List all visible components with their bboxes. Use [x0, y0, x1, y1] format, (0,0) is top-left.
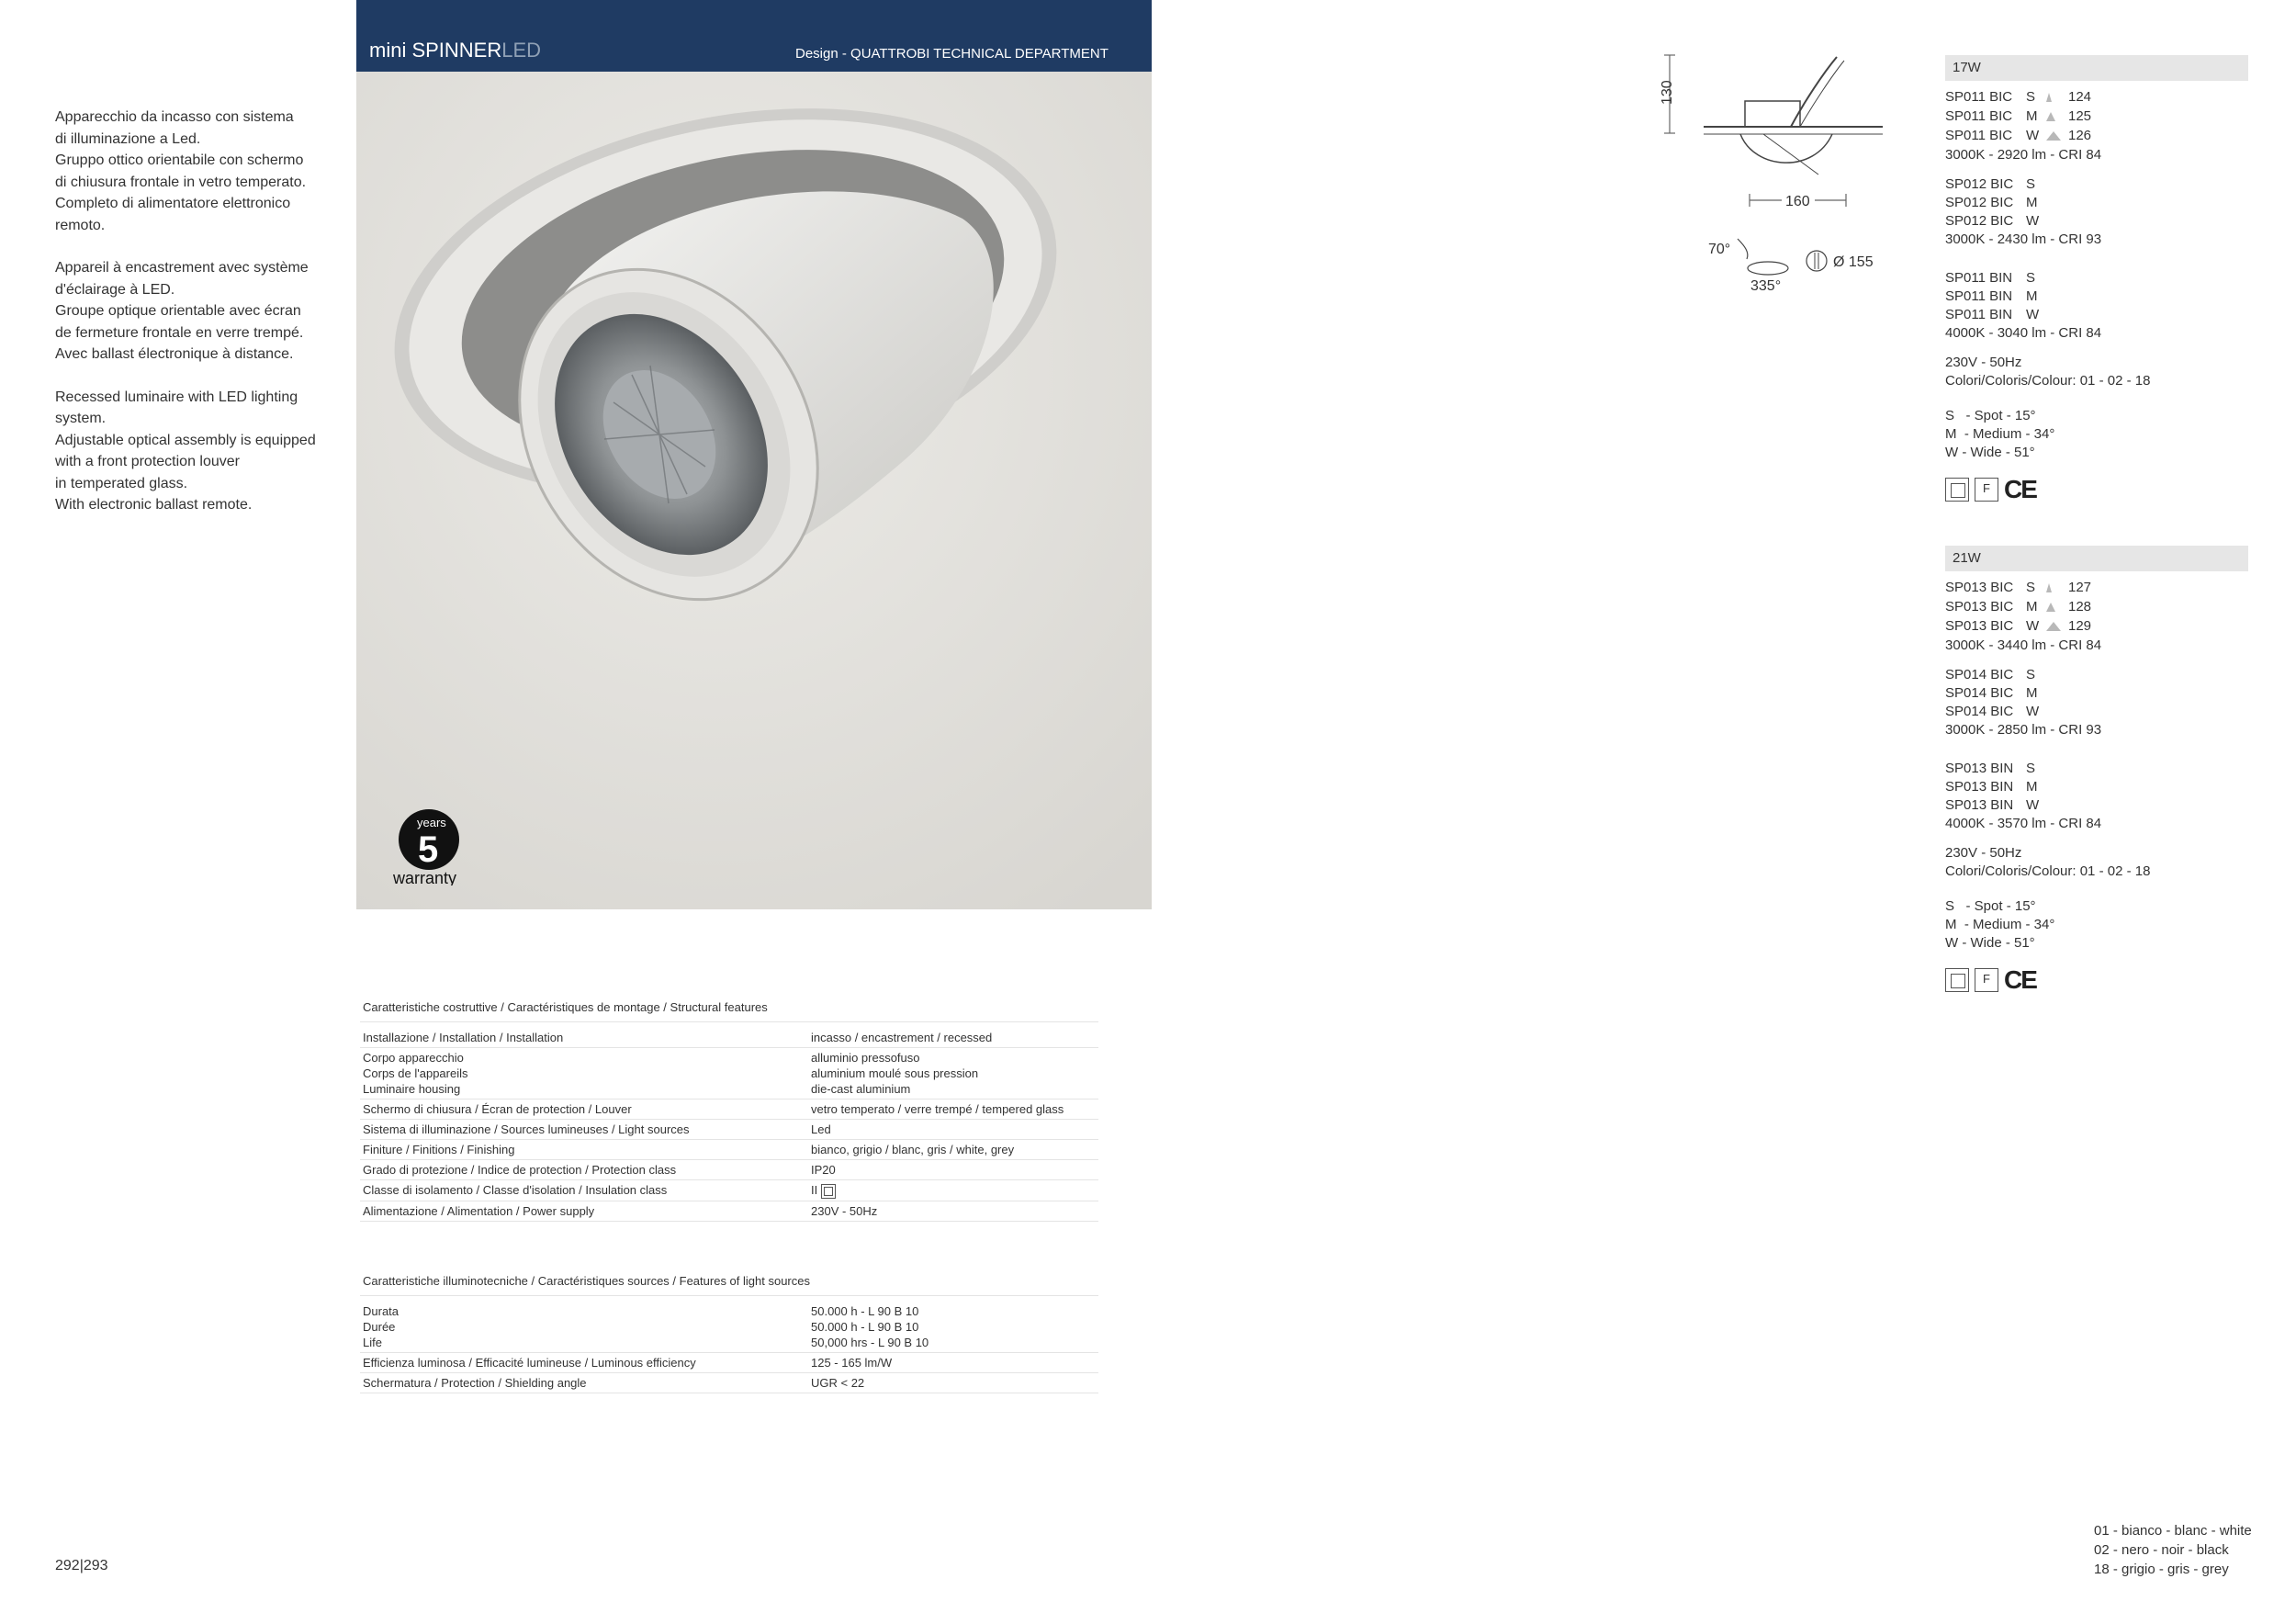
beam-medium: M - Medium - 34° — [1945, 426, 2055, 442]
product-photo — [356, 72, 1152, 909]
beam-wide-icon — [2046, 622, 2061, 631]
table-row — [360, 1353, 1098, 1373]
product-code-row — [1945, 703, 2248, 721]
product-code-row — [1945, 684, 2248, 703]
beam-option: W — [2026, 213, 2040, 229]
insulation-class-value: II — [811, 1183, 818, 1197]
product-code: SP011 BIC — [1945, 89, 2013, 105]
colour-legend-item: 02 - nero - noir - black — [2094, 1542, 2229, 1558]
f-mark-icon — [1975, 478, 1998, 502]
width-dimension: 160 — [1785, 194, 1810, 209]
colour-legend — [2094, 1521, 2252, 1579]
beam-option: M — [2026, 685, 2038, 701]
f-mark-icon — [1975, 968, 1998, 992]
beam-option: S — [2026, 667, 2036, 682]
photometric-ref: 129 — [2068, 618, 2092, 634]
row-label: Schermatura / Protection / Shielding angle — [363, 1376, 587, 1390]
beam-option: S — [2026, 270, 2036, 286]
beam-wide: W - Wide - 51° — [1945, 445, 2035, 460]
insulation-class-icon — [821, 1184, 836, 1199]
table-row — [360, 1120, 1098, 1140]
design-credit: Design - QUATTROBI TECHNICAL DEPARTMENT — [795, 46, 1109, 62]
beam-medium: M - Medium - 34° — [1945, 917, 2055, 932]
light-features-heading: Caratteristiche illuminotecniche / Caractéristiques sources / Features of light sources — [360, 1268, 1098, 1296]
row-value: IP20 — [811, 1163, 836, 1177]
table-row — [360, 1302, 1098, 1353]
beam-option: M — [2026, 779, 2038, 795]
table-row — [360, 1180, 1098, 1201]
beam-spot-icon — [2046, 93, 2052, 102]
product-code-row — [1945, 212, 2248, 231]
warranty-number: 5 — [418, 829, 439, 870]
photometric-ref: 125 — [2068, 108, 2092, 124]
height-dimension: 130 — [1660, 80, 1675, 105]
beam-option: M — [2026, 288, 2038, 304]
product-code-row — [1945, 796, 2248, 815]
photometric-ref: 127 — [2068, 580, 2092, 595]
ce-mark-icon: CE — [2004, 475, 2036, 503]
wattage-band: 21W — [1945, 546, 2248, 571]
product-code: SP011 BIN — [1945, 307, 2013, 322]
warranty-years-label: years — [417, 816, 446, 829]
description-italian: Apparecchio da incasso con sistema di illuminazione a Led. Gruppo ottico orientabile con schermo di chiusura frontale in vetro temperato. Completo di alimentatore elettronico remoto. — [55, 109, 307, 233]
voltage: 230V - 50Hz — [1945, 355, 2022, 370]
beam-option: W — [2026, 704, 2040, 719]
cutout-diameter: Ø 155 — [1833, 254, 1874, 270]
beam-option: W — [2026, 797, 2040, 813]
product-description — [55, 107, 331, 537]
product-title — [369, 39, 541, 62]
description-english: Recessed luminaire with LED lighting system. Adjustable optical assembly is equipped with a front protection louver in temperated glass. With electronic ballast remote. — [55, 389, 316, 513]
spotlight-illustration — [356, 72, 1152, 909]
row-label: Efficienza luminosa / Efficacité lumineuse / Luminous efficiency — [363, 1356, 696, 1370]
beam-spot: S - Spot - 15° — [1945, 408, 2036, 423]
source-spec: 4000K - 3570 lm - CRI 84 — [1945, 816, 2102, 831]
beam-medium-icon — [2046, 112, 2055, 121]
warranty-icon — [393, 808, 465, 885]
row-label: Installazione / Installation / Installation — [363, 1031, 564, 1044]
certification-marks — [1945, 967, 2248, 993]
beam-wide: W - Wide - 51° — [1945, 935, 2035, 951]
photometric-ref: 126 — [2068, 128, 2092, 143]
colour-options: Colori/Coloris/Colour: 01 - 02 - 18 — [1945, 373, 2151, 389]
product-code: SP014 BIC — [1945, 704, 2014, 719]
row-value: 50.000 h - L 90 B 10 50.000 h - L 90 B 10 50,000 hrs - L 90 B 10 — [811, 1304, 929, 1349]
row-label: Schermo di chiusura / Écran de protection / Louver — [363, 1102, 632, 1116]
product-code-row — [1945, 269, 2248, 288]
row-label: Sistema di illuminazione / Sources lumineuses / Light sources — [363, 1122, 690, 1136]
warranty-label: warranty — [393, 869, 457, 885]
product-code-row — [1945, 127, 2248, 146]
beam-option: M — [2026, 108, 2038, 124]
description-french: Appareil à encastrement avec système d'éclairage à LED. Groupe optique orientable avec écran de fermeture frontale en verre trempé. Avec ballast électronique à distance. — [55, 260, 309, 362]
product-code-row — [1945, 288, 2248, 306]
beam-option: M — [2026, 599, 2038, 615]
table-row — [360, 1160, 1098, 1180]
source-spec: 3000K - 3440 lm - CRI 84 — [1945, 637, 2102, 653]
product-code-row — [1945, 175, 2248, 194]
row-value: bianco, grigio / blanc, gris / white, grey — [811, 1143, 1015, 1156]
product-code: SP012 BIC — [1945, 176, 2014, 192]
structural-features-table — [360, 994, 1098, 1222]
row-value: Led — [811, 1122, 831, 1136]
beam-spot-icon — [2046, 583, 2052, 592]
row-value — [811, 1182, 1096, 1199]
product-code-row — [1945, 579, 2248, 598]
product-code-row — [1945, 194, 2248, 212]
photometric-ref: 124 — [2068, 89, 2092, 105]
product-code-row — [1945, 617, 2248, 637]
row-value: UGR < 22 — [811, 1376, 865, 1390]
product-code-row — [1945, 598, 2248, 617]
product-code: SP011 BIC — [1945, 128, 2013, 143]
beam-option: W — [2026, 128, 2040, 143]
beam-option: S — [2026, 89, 2036, 105]
row-label: Alimentazione / Alimentation / Power supply — [363, 1203, 595, 1218]
light-features-table — [360, 1268, 1098, 1393]
product-code: SP011 BIN — [1945, 288, 2013, 304]
product-code: SP013 BIN — [1945, 761, 2014, 776]
source-spec: 3000K - 2920 lm - CRI 84 — [1945, 147, 2102, 163]
beam-option: M — [2026, 195, 2038, 210]
product-code-row — [1945, 306, 2248, 324]
table-row — [360, 1373, 1098, 1393]
f-mark-label: F — [1983, 972, 1990, 986]
product-code: SP014 BIC — [1945, 685, 2014, 701]
beam-option: W — [2026, 618, 2040, 634]
row-label: Classe di isolamento / Classe d'isolation / Insulation class — [363, 1183, 668, 1197]
row-value: 125 - 165 lm/W — [811, 1356, 893, 1370]
product-code-row — [1945, 88, 2248, 107]
source-spec: 3000K - 2850 lm - CRI 93 — [1945, 722, 2102, 738]
product-code-row — [1945, 778, 2248, 796]
product-title-suffix: LED — [501, 39, 542, 62]
beam-wide-icon — [2046, 131, 2061, 141]
table-row — [360, 1048, 1098, 1100]
table-row — [360, 1100, 1098, 1120]
product-code: SP013 BIN — [1945, 779, 2014, 795]
table-row — [360, 1140, 1098, 1160]
ce-mark-icon: CE — [2004, 965, 2036, 994]
row-value: vetro temperato / verre trempé / tempered glass — [811, 1102, 1064, 1116]
product-code: SP012 BIC — [1945, 213, 2014, 229]
tilt-angle: 70° — [1708, 242, 1731, 257]
product-code: SP013 BIC — [1945, 618, 2014, 634]
row-label: Durata Durée Life — [363, 1304, 400, 1349]
product-code: SP013 BIC — [1945, 599, 2014, 615]
beam-option: S — [2026, 176, 2036, 192]
product-code: SP014 BIC — [1945, 667, 2014, 682]
beam-option: S — [2026, 580, 2036, 595]
source-spec: 3000K - 2430 lm - CRI 93 — [1945, 231, 2102, 247]
colour-options: Colori/Coloris/Colour: 01 - 02 - 18 — [1945, 863, 2151, 879]
wattage-band: 17W — [1945, 55, 2248, 81]
colour-legend-item: 18 - grigio - gris - grey — [2094, 1562, 2229, 1577]
table-row — [360, 1201, 1098, 1222]
row-value: 230V - 50Hz — [811, 1203, 878, 1218]
spec-21w — [1945, 546, 2248, 993]
product-code: SP011 BIN — [1945, 270, 2013, 286]
product-code: SP012 BIC — [1945, 195, 2014, 210]
row-value: incasso / encastrement / recessed — [811, 1031, 993, 1044]
product-code-row — [1945, 760, 2248, 778]
beam-option: S — [2026, 761, 2036, 776]
spec-17w — [1945, 55, 2248, 502]
class-ii-icon — [1945, 968, 1969, 992]
technical-drawing — [1653, 46, 1892, 303]
product-code-row — [1945, 666, 2248, 684]
dimension-drawing — [1653, 46, 1892, 303]
product-code: SP013 BIC — [1945, 580, 2014, 595]
row-value: alluminio pressofuso aluminium moulé sous pression die-cast aluminium — [811, 1051, 979, 1096]
product-code: SP011 BIC — [1945, 108, 2013, 124]
row-label: Finiture / Finitions / Finishing — [363, 1143, 515, 1156]
beam-medium-icon — [2046, 603, 2055, 612]
row-label: Corpo apparecchio Corps de l'appareils Luminaire housing — [363, 1051, 468, 1096]
class-ii-icon — [1945, 478, 1969, 502]
beam-spot: S - Spot - 15° — [1945, 898, 2036, 914]
voltage: 230V - 50Hz — [1945, 845, 2022, 861]
colour-legend-item: 01 - bianco - blanc - white — [2094, 1523, 2252, 1539]
source-spec: 4000K - 3040 lm - CRI 84 — [1945, 325, 2102, 341]
product-code: SP013 BIN — [1945, 797, 2014, 813]
photometric-ref: 128 — [2068, 599, 2092, 615]
beam-option: W — [2026, 307, 2040, 322]
f-mark-label: F — [1983, 481, 1990, 495]
product-title-main: mini SPINNER — [369, 39, 502, 62]
rotation-angle: 335° — [1750, 278, 1782, 294]
page-number: 292|293 — [55, 1558, 108, 1573]
row-label: Grado di protezione / Indice de protection / Protection class — [363, 1163, 677, 1177]
table-row — [360, 1028, 1098, 1048]
product-code-row — [1945, 107, 2248, 127]
certification-marks — [1945, 477, 2248, 502]
structural-features-heading: Caratteristiche costruttive / Caractéristiques de montage / Structural features — [360, 994, 1098, 1022]
warranty-badge — [393, 808, 465, 885]
